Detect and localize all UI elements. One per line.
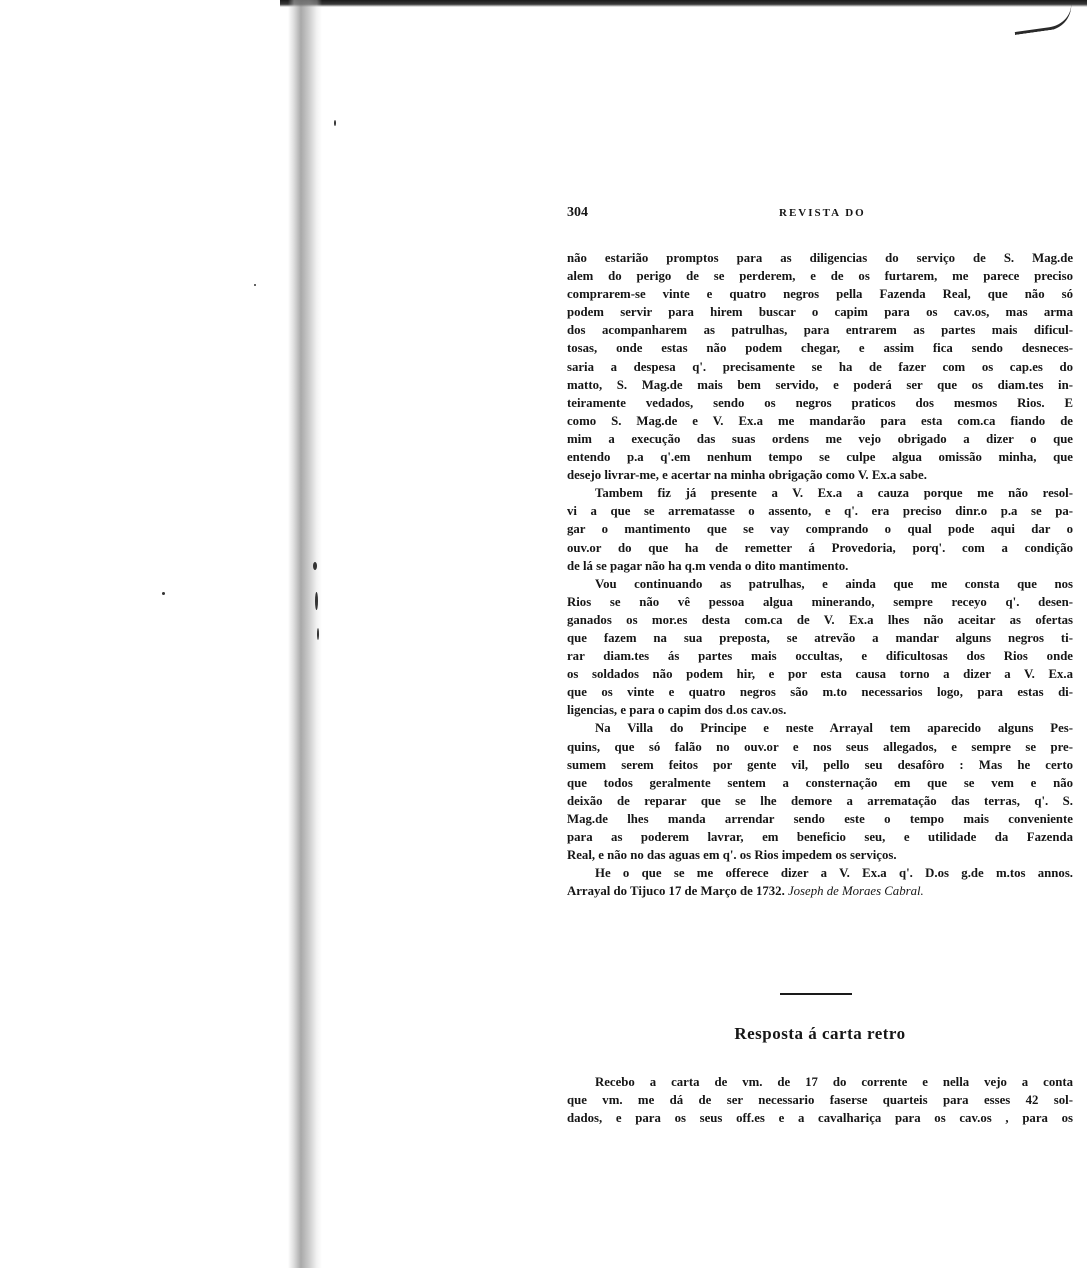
text-line: comprarem-se vinte e quatro negros pella Fazenda Real, que não só <box>567 287 1073 302</box>
text-line: Rios se não vê pessoa algua minerando, sempre receyo q'. desen- <box>567 594 1073 609</box>
text-line: alem do perigo de se perderem, e de os furtarem, me parece preciso <box>567 269 1073 284</box>
text-line: ligencias, e para o capim dos d.os cav.os. <box>567 703 787 718</box>
text-line: tosas, onde estas não podem chegar, e assim fica sendo desneces- <box>567 341 1073 356</box>
text-line: que os vinte e quatro negros são m.to necessarios logo, para estas di- <box>567 685 1073 700</box>
text-line: teiramente vedados, sendo os negros praticos dos mesmos Rios. E <box>567 395 1073 410</box>
scan-speck <box>315 592 318 610</box>
scan-top-edge <box>280 0 1087 7</box>
text-line: Recebo a carta de vm. de 17 do corrente e nella vejo a conta <box>595 1075 1073 1089</box>
text-line: Na Villa do Principe e neste Arrayal tem aparecido alguns Pes- <box>595 721 1073 736</box>
text-line: não estarião promptos para as diligencias do serviço de S. Mag.de <box>567 251 1073 265</box>
text-line: Tambem fiz já presente a V. Ex.a a cauza porque me não resol- <box>595 486 1073 501</box>
signature: Joseph de Moraes Cabral. <box>787 884 924 899</box>
running-title: REVISTA DO <box>779 207 866 219</box>
letter-body <box>567 249 1073 900</box>
scan-speck <box>317 628 319 640</box>
text-line: matto, S. Mag.de mais bem servido, e poderá ser que os diam.tes in- <box>567 377 1073 392</box>
text-line: dados, e para os seus off.es e a cavalhariça para os cav.os , para os <box>567 1111 1073 1126</box>
text-line: desejo livrar-me, e acertar na minha obrigação como V. Ex.a sabe. <box>567 468 927 483</box>
text-line: Mag.de lhes manda arrendar sendo este o tempo mais conveniente <box>567 811 1073 826</box>
place-date: Arrayal do Tijuco 17 de Março de 1732. <box>567 884 785 899</box>
text-line: de lá se pagar não ha q.m venda o dito mantimento. <box>567 558 849 573</box>
text-line: saria a despesa q'. precisamente se ha de fazer com os cap.es do <box>567 359 1073 374</box>
scan-speck <box>254 284 256 286</box>
text-line: que todos geralmente sentem a consternação em que se vem e não <box>567 775 1073 790</box>
closing-line: He o que se me offerece dizer a V. Ex.a q'. D.os g.de m.tos annos. <box>595 866 1073 881</box>
text-line: como S. Mag.de e V. Ex.a me mandarão para esta com.ca fiando de <box>567 413 1073 428</box>
text-line: quins, que só falão no ouv.or e nos seus allegados, e sempre se pre- <box>567 739 1073 754</box>
text-line: os soldados não podem hir, e por esta causa torno a dizer a V. Ex.a <box>567 667 1073 682</box>
text-line: Real, e não no das aguas em q'. os Rios impedem os serviços. <box>567 848 897 863</box>
text-line: vi a que se arrematasse o assento, e q'. era preciso dinr.o p.a se pa- <box>567 504 1073 519</box>
scan-speck <box>334 120 336 126</box>
text-line: dos acompanharem as patrulhas, para entrarem as partes mais dificul- <box>567 323 1073 338</box>
page-number: 304 <box>567 205 588 220</box>
text-line: mim a execução das suas ordens me vejo obrigado a dizer o que <box>567 431 1073 446</box>
text-line: que vm. me dá de ser necessario faserse quarteis para esses 42 sol- <box>567 1093 1073 1108</box>
section-divider <box>780 993 852 995</box>
dateline <box>567 882 1073 900</box>
text-line: rar diam.tes ás partes mais occultas, e dificultosas dos Rios onde <box>567 649 1073 664</box>
text-line: ganados os mor.es desta com.ca de V. Ex.a lhes não aceitar as ofertas <box>567 612 1073 627</box>
text-line: podem servir para hirem buscar o capim para os cav.os, mas arma <box>567 305 1073 320</box>
reply-body <box>567 1073 1073 1127</box>
text-line: sumem serem feitos por gente vil, pello seu desafôro : Mas he certo <box>567 757 1073 772</box>
text-line: Vou continuando as patrulhas, e ainda que me consta que nos <box>595 576 1073 591</box>
scan-speck <box>313 562 317 570</box>
scan-speck <box>162 592 165 595</box>
section-heading: Resposta á carta retro <box>734 1024 906 1043</box>
text-line: entendo p.a q'.em nenhum tempo se culpe algua omissão minha, que <box>567 450 1073 465</box>
text-line: gar o mantimento que se vay comprando o qual pode aqui dar o <box>567 522 1073 537</box>
text-line: para as poderem lavrar, em beneficio seu, e utilidade da Fazenda <box>567 830 1073 844</box>
text-line: que fazem na sua preposta, se atrevão a mandar alguns negros ti- <box>567 630 1073 645</box>
text-line: ouv.or do que ha de remetter á Provedoria, porq'. com a condição <box>567 540 1073 555</box>
text-line: deixão de reparar que se lhe demore a arrematação das terras, q'. S. <box>567 793 1073 808</box>
